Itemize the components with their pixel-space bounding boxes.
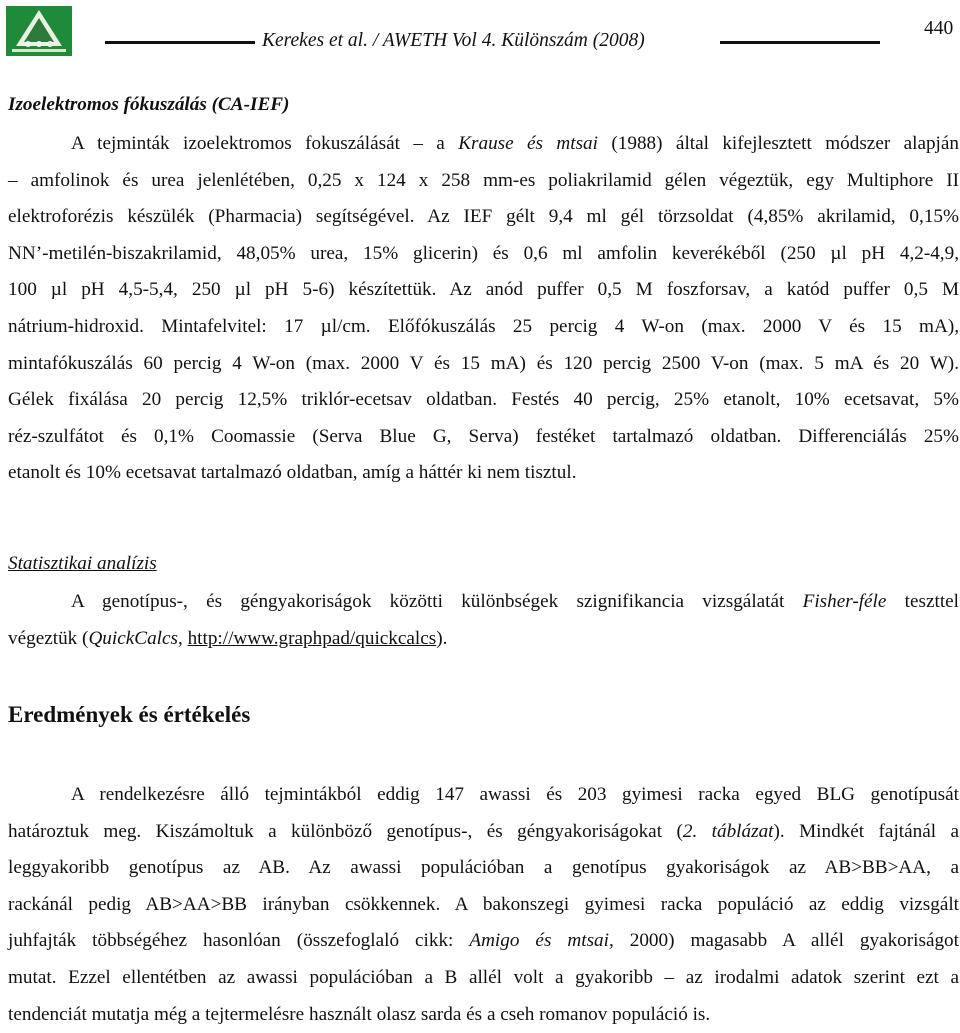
journal-logo xyxy=(6,6,72,56)
quickcalcs-link[interactable]: http://www.graphpad/quickcalcs xyxy=(187,627,437,649)
paragraph-ief xyxy=(8,126,959,492)
text-line: mutat. Ezzel ellentétben az awassi populációban a B allél volt a gyakoribb – az irodalmi adatok szerint ezt a xyxy=(8,966,959,988)
text-line: tendenciát mutatja még a tejtermelésre használt olasz sarda és a cseh romanov populáció is. xyxy=(8,1003,711,1025)
text-line: A genotípus-, és géngyakoriságok közötti különbségek szignifikancia vizsgálatát Fisher-féle teszttel xyxy=(71,591,959,612)
header-rule-left xyxy=(105,41,255,44)
text-line: határoztuk meg. Kiszámoltuk a különböző genotípus-, és géngyakoriságokat (2. táblázat). Mindkét fajtánál a xyxy=(8,820,960,842)
text-line: A rendelkezésre álló tejmintákból eddig 147 awassi és 203 gyimesi racka egyed BLG genotípusát xyxy=(71,784,959,805)
paragraph-statistics xyxy=(8,584,959,657)
text-line: NN’-metilén-biszakrilamid, 48,05% urea, 15% glicerin) és 0,6 ml amfolin keverékéből (250 µl pH 4,2-4,9, xyxy=(8,242,959,264)
text-line: 100 µl pH 4,5-5,4, 250 µl pH 5-6) készítettük. Az anód puffer 0,5 M foszforsav, a katód puffer 0,5 M xyxy=(8,279,959,301)
text-line: mintafókuszálás 60 percig 4 W-on (max. 2000 V és 15 mA) és 120 percig 2500 V-on (max. 5 mA és 20 W). xyxy=(8,352,959,374)
text-line: végeztük (QuickCalcs, http://www.graphpad/quickcalcs). xyxy=(8,627,448,649)
header-rule-right xyxy=(720,41,880,44)
text-line: A tejminták izoelektromos fokuszálását – a Krause és mtsai (1988) által kifejlesztett módszer alapján xyxy=(71,133,960,154)
text-line: réz-szulfátot és 0,1% Coomassie (Serva Blue G, Serva) festéket tartalmazó oldatban. Differenciálás 25% xyxy=(8,425,959,447)
text-line: rackánál pedig AB>AA>BB irányban csökkennek. A bakonszegi gyimesi racka populáció az eddig vizsgált xyxy=(8,893,959,915)
text-line: – amfolinok és urea jelenlétében, 0,25 x 124 x 258 mm-es poliakrilamid gélen végeztük, egy Multiphore II xyxy=(8,169,959,191)
text-line: leggyakoribb genotípus az AB. Az awassi populációban a genotípus gyakoriságok az AB>BB>AA, a xyxy=(8,857,959,879)
text-line: juhfajták többségéhez hasonlóan (összefoglaló cikk: Amigo és mtsai, 2000) magasabb A allél gyakoriságot xyxy=(8,930,959,952)
section-heading-results: Eredmények és értékelés xyxy=(8,702,251,727)
section-heading-statistics: Statisztikai analízis xyxy=(8,553,157,574)
text-line: Gélek fixálása 20 percig 12,5% triklór-ecetsav oldatban. Festés 40 percig, 25% etanolt, 10% ecetsavat, 5% xyxy=(8,389,959,411)
running-header: Kerekes et al. / AWETH Vol 4. Különszám (2008) xyxy=(262,30,645,51)
paragraph-results xyxy=(8,777,959,1033)
text-line: nátrium-hidroxid. Mintafelvitel: 17 µl/cm. Előfókuszálás 25 percig 4 W-on (max. 2000 V és 15 mA), xyxy=(8,315,959,337)
section-heading-ief: Izoelektromos fókuszálás (CA-IEF) xyxy=(8,94,290,115)
text-line: etanolt és 10% ecetsavat tartalmazó oldatban, amíg a háttér ki nem tisztul. xyxy=(8,462,577,484)
page-number: 440 xyxy=(924,18,954,39)
text-line: elektroforézis készülék (Pharmacia) segítségével. Az IEF gélt 9,4 ml gél törzsoldat (4,85% akrilamid, 0,15% xyxy=(8,206,959,228)
